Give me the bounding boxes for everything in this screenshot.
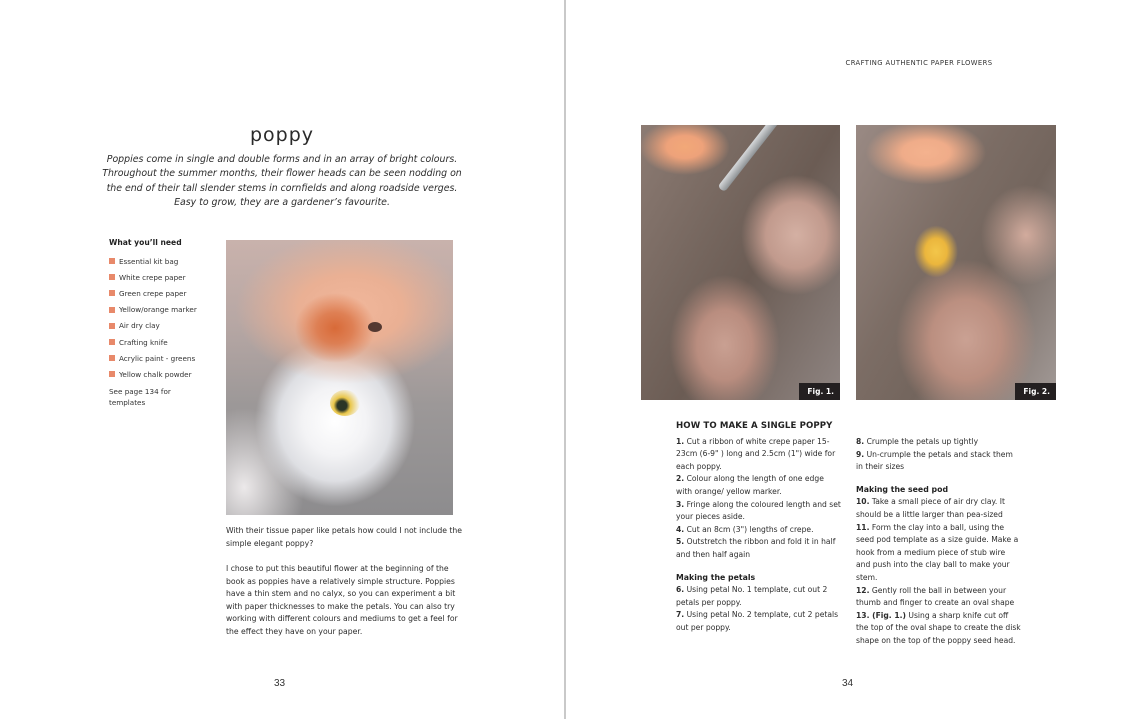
step-text: Using petal No. 1 template, cut out 2 petals per poppy.	[676, 585, 828, 607]
step-number: 6.	[676, 585, 685, 595]
steps-list-b	[676, 584, 841, 634]
instruction-step	[856, 610, 1021, 648]
step-text: Crumple the petals up tightly	[866, 437, 979, 446]
step-number: 1.	[676, 436, 685, 446]
step-text: Take a small piece of air dry clay. It should be a little larger than pea-sized	[856, 497, 1005, 519]
material-item	[109, 269, 219, 285]
step-number: 11.	[856, 522, 870, 532]
material-item	[109, 334, 219, 350]
material-label: Green crepe paper	[119, 288, 187, 298]
step-number: 5.	[676, 537, 685, 547]
material-label: Crafting knife	[119, 337, 168, 347]
material-label: Yellow/orange marker	[119, 305, 197, 315]
square-bullet-icon	[109, 371, 115, 377]
material-item	[109, 350, 219, 366]
materials-items	[109, 253, 219, 383]
step-text: Cut a ribbon of white crepe paper 15-23cm (6-9" ) long and 2.5cm (1") wide for each poppy.	[676, 436, 836, 471]
instruction-step	[856, 585, 1021, 610]
material-label: Air dry clay	[119, 321, 160, 331]
body-paragraph-1: With their tissue paper like petals how could I not include the simple elegant poppy?	[226, 526, 463, 548]
instruction-step	[856, 449, 1021, 474]
instruction-step	[856, 436, 1021, 449]
step-number: 8.	[856, 437, 865, 446]
square-bullet-icon	[109, 258, 115, 264]
step-number: 13. (Fig. 1.)	[856, 610, 906, 620]
steps-list-c	[856, 436, 1021, 474]
square-bullet-icon	[109, 290, 115, 296]
figure-2-photo	[856, 125, 1056, 400]
figure-2-label: Fig. 2.	[1015, 383, 1056, 400]
instruction-step	[676, 609, 841, 634]
howto-heading: HOW TO MAKE A SINGLE POPPY	[676, 421, 833, 431]
page-number-right: 34	[842, 678, 854, 689]
material-item	[109, 302, 219, 318]
instructions-column-2	[856, 436, 1021, 648]
steps-list-d	[856, 496, 1021, 647]
step-text: Cut an 8cm (3") lengths of crepe.	[686, 524, 814, 534]
material-label: Essential kit bag	[119, 256, 179, 266]
material-label: Acrylic paint - greens	[119, 353, 196, 363]
step-number: 4.	[676, 524, 685, 534]
page-number-left: 33	[274, 678, 286, 689]
step-number: 2.	[676, 474, 685, 484]
templates-note: See page 134 for templates	[109, 386, 171, 407]
step-text: Using petal No. 2 template, cut 2 petals out per poppy.	[676, 610, 839, 632]
figure-1-label: Fig. 1.	[799, 383, 840, 400]
seedpod-heading: Making the seed pod	[856, 484, 949, 494]
intro-text: Poppies come in single and double forms and in an array of bright colours. Throughout the summer months, their flower heads can be seen nodding on the end of their tall slender stems in cornfields and along roadside verges. Easy to grow, they are a gardener’s favourite.	[102, 154, 462, 209]
material-item	[109, 253, 219, 269]
step-text: Form the clay into a ball, using the seed pod template as a size guide. Make a hook from a medium piece of stub wire and push into the clay ball to make your stem.	[856, 522, 1019, 582]
step-number: 9.	[856, 449, 865, 459]
instruction-step	[856, 522, 1021, 585]
instruction-step	[676, 524, 841, 537]
instructions-column-1	[676, 420, 841, 635]
instruction-step	[676, 436, 841, 474]
poppy-photo	[226, 240, 453, 515]
material-label: White crepe paper	[119, 272, 186, 282]
step-number: 10.	[856, 497, 870, 507]
step-text: Colour along the length of one edge with orange/ yellow marker.	[676, 474, 824, 496]
step-number: 3.	[676, 499, 685, 509]
step-text: Using a sharp knife cut off the top of the oval shape to create the disk shape on the top of the poppy seed head.	[856, 610, 1021, 645]
craft-knife-shape	[717, 125, 816, 192]
square-bullet-icon	[109, 323, 115, 329]
step-text: Un-crumple the petals and stack them in their sizes	[856, 449, 1013, 472]
white-poppy-center	[330, 390, 360, 416]
left-page	[0, 0, 564, 719]
step-text: Fringe along the coloured length and set your pieces aside.	[676, 499, 841, 522]
materials-heading: What you’ll need	[109, 238, 182, 247]
materials-list	[109, 238, 219, 408]
body-paragraph-2: I chose to put this beautiful flower at the beginning of the book as poppies have a relatively simple structure. Poppies have a thin stem and no calyx, so you can experiment a bit with paper thicknesses to make the petals. You can also try working with different colours and mediums to get a feel for the effect they have on your paper.	[226, 564, 458, 636]
instruction-step	[856, 496, 1021, 521]
step-text: Gently roll the ball in between your thumb and finger to create an oval shape	[856, 585, 1015, 608]
square-bullet-icon	[109, 307, 115, 313]
instruction-step	[676, 473, 841, 498]
running-header: CRAFTING AUTHENTIC PAPER FLOWERS	[845, 59, 993, 67]
figure-1-photo	[641, 125, 840, 400]
right-page	[566, 0, 1142, 719]
steps-list-a	[676, 436, 841, 562]
square-bullet-icon	[109, 274, 115, 280]
material-item	[109, 318, 219, 334]
square-bullet-icon	[109, 339, 115, 345]
instruction-step	[676, 499, 841, 524]
step-text: Outstretch the ribbon and fold it in half and then half again	[676, 537, 836, 559]
material-item	[109, 366, 219, 382]
petals-heading: Making the petals	[676, 572, 756, 582]
instruction-step	[676, 584, 841, 609]
orange-poppy-center	[368, 322, 382, 332]
page-title: poppy	[249, 124, 315, 146]
step-number: 12.	[856, 585, 870, 595]
step-number: 7.	[676, 610, 685, 620]
material-label: Yellow chalk powder	[119, 369, 192, 379]
material-item	[109, 285, 219, 301]
square-bullet-icon	[109, 355, 115, 361]
instruction-step	[676, 536, 841, 561]
